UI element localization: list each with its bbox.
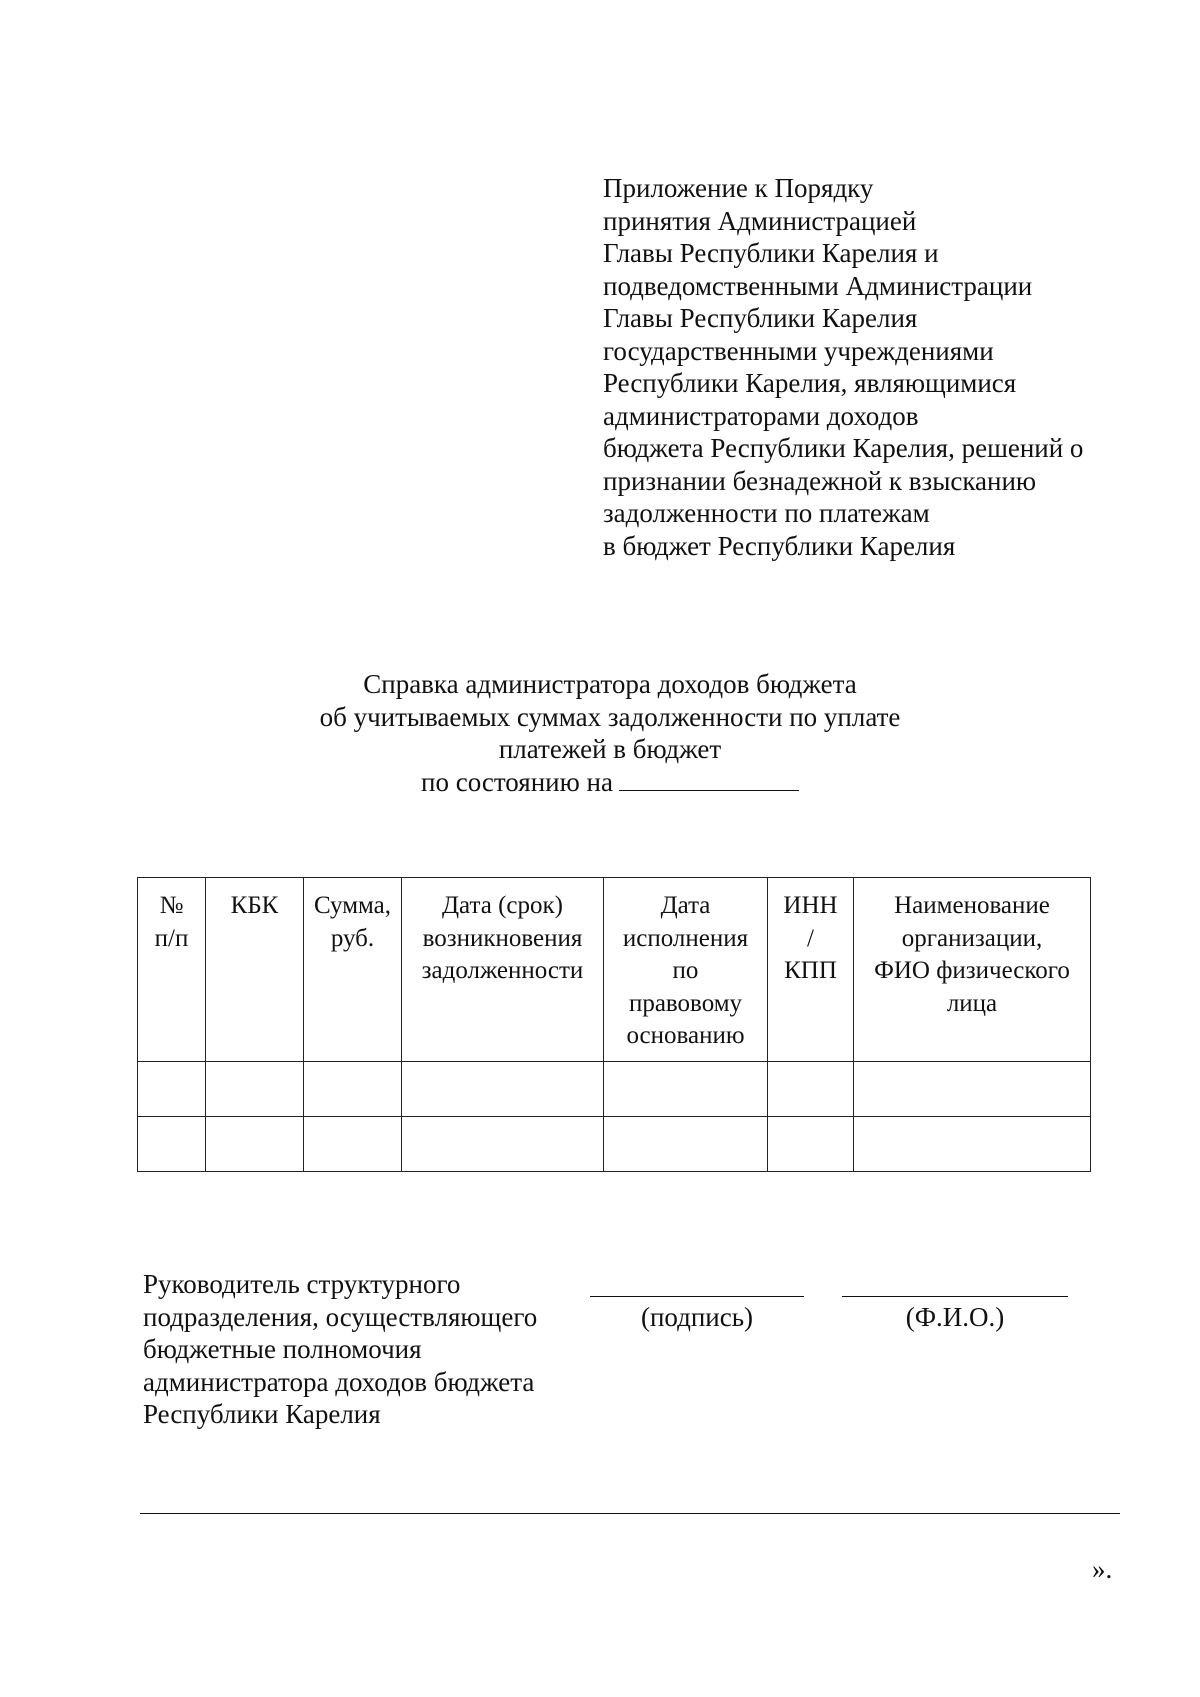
header-inn-kpp: ИНН / КПП bbox=[768, 878, 854, 1062]
divider bbox=[140, 1513, 1120, 1514]
appendix-line: государственными учреждениями bbox=[603, 335, 994, 366]
table-cell[interactable] bbox=[138, 1062, 206, 1117]
header-organization: Наименование организации, ФИО физического лица bbox=[854, 878, 1091, 1062]
title-line-3: платежей в бюджет bbox=[498, 734, 722, 764]
appendix-line: в бюджет Республики Карелия bbox=[603, 530, 956, 561]
as-of-date-blank[interactable] bbox=[619, 768, 799, 791]
table-cell[interactable] bbox=[206, 1117, 304, 1172]
table-cell[interactable] bbox=[604, 1117, 768, 1172]
appendix-line: бюджета Республики Карелия, решений о bbox=[603, 433, 1084, 463]
appendix-line: Главы Республики Карелия bbox=[603, 303, 918, 333]
signer-line: подразделения, осуществляющего bbox=[143, 1301, 538, 1332]
table-cell[interactable] bbox=[402, 1062, 604, 1117]
appendix-line: Приложение к Порядку bbox=[603, 173, 874, 203]
appendix-line: принятия Администрацией bbox=[603, 205, 917, 236]
name-caption: (Ф.И.О.) bbox=[905, 1302, 1005, 1332]
header-kbk: КБК bbox=[206, 878, 304, 1062]
signature-caption: (подпись) bbox=[640, 1302, 754, 1332]
table-cell[interactable] bbox=[304, 1062, 402, 1117]
signer-line: администратора доходов бюджета bbox=[143, 1366, 535, 1397]
debts-table bbox=[137, 877, 1091, 1172]
signature-blank[interactable] bbox=[590, 1296, 804, 1297]
title-line-2: об учитываемых суммах задолженности по уплате bbox=[319, 701, 901, 732]
table-cell[interactable] bbox=[854, 1062, 1091, 1117]
table-cell[interactable] bbox=[402, 1117, 604, 1172]
header-debt-date: Дата (срок) возникновения задолженности bbox=[402, 878, 604, 1062]
appendix-header bbox=[603, 172, 1123, 562]
name-blank[interactable] bbox=[842, 1296, 1068, 1297]
header-number: № п/п bbox=[138, 878, 206, 1062]
closing-quote: ». bbox=[1092, 1554, 1113, 1584]
table-cell[interactable] bbox=[604, 1062, 768, 1117]
signer-line: бюджетные полномочия bbox=[143, 1334, 422, 1364]
appendix-line: признании безнадежной к взысканию bbox=[603, 465, 1037, 496]
table-cell[interactable] bbox=[138, 1117, 206, 1172]
table-row bbox=[138, 1062, 1091, 1117]
appendix-line: администраторами доходов bbox=[603, 400, 919, 431]
table-cell[interactable] bbox=[304, 1117, 402, 1172]
table-cell[interactable] bbox=[854, 1117, 1091, 1172]
table-cell[interactable] bbox=[768, 1062, 854, 1117]
signer-line: Руководитель структурного bbox=[143, 1269, 461, 1299]
appendix-line: задолженности по платежам bbox=[603, 498, 930, 528]
signer-line: Республики Карелия bbox=[143, 1399, 381, 1429]
appendix-line: Республики Карелия, являющимися bbox=[603, 368, 1017, 398]
appendix-line: подведомственными Администрации bbox=[603, 270, 1033, 301]
as-of-label: по состоянию на bbox=[421, 766, 613, 797]
table-cell[interactable] bbox=[206, 1062, 304, 1117]
document-title bbox=[260, 668, 960, 798]
header-execution-date: Дата исполнения по правовому основанию bbox=[604, 878, 768, 1062]
table-cell[interactable] bbox=[768, 1117, 854, 1172]
table-row bbox=[138, 1117, 1091, 1172]
appendix-line: Главы Республики Карелия и bbox=[603, 238, 939, 268]
title-line-4 bbox=[260, 766, 960, 799]
signer-block bbox=[143, 1268, 573, 1431]
header-amount: Сумма, руб. bbox=[304, 878, 402, 1062]
table-header-row bbox=[138, 878, 1091, 1062]
title-line-1: Справка администратора доходов бюджета bbox=[363, 669, 857, 699]
